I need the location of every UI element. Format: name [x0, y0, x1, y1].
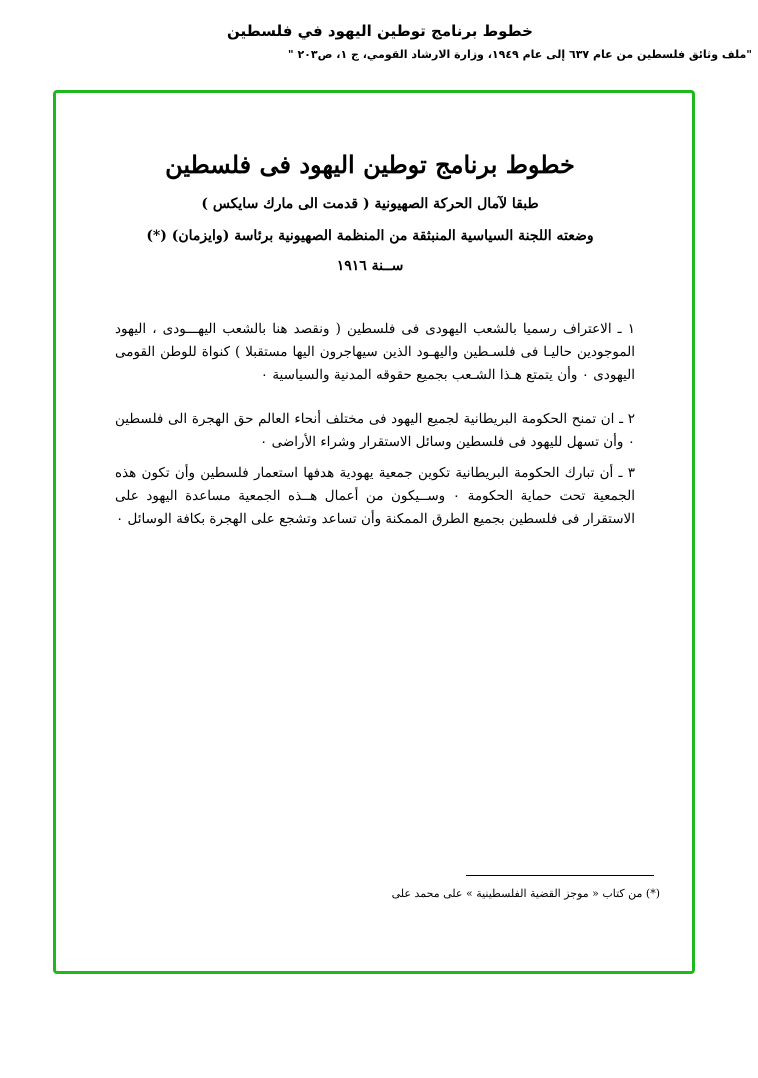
document-year: ســنة ١٩١٦ [336, 258, 404, 274]
page-header-title: خطوط برنامج توطين اليهود في فلسطين [227, 22, 533, 40]
paragraph-2: ٢ ـ ان تمنح الحكومة البريطانية لجميع اليهود فى مختلف أنحاء العالم حق الهجرة الى فلسطين ٠ وأن تسهل لليهود فى فلسطين وسائل الاستقرار وشراء الأراضى ٠ [115, 411, 635, 450]
footnote: (*) من كتاب « موجز القضية الفلسطينية » على محمد على [391, 887, 660, 900]
document-title: خطوط برنامج توطين اليهود فى فلسطين [165, 150, 575, 179]
paragraph-1: ١ ـ الاعتراف رسميا بالشعب اليهودى فى فلسطين ( ونقصد هنا بالشعب اليهـــودى ، اليهود الموجودين حاليـا فى فلسـطين واليهـود الذين سيهاجرون اليها مستقبلا ) كنواة للوطن القومى اليهودى ٠ وأن يتمتع هـذا الشـعب بجميع حقوقه المدنية والسياسية ٠ [115, 321, 635, 383]
document-subtitle: طبقا لآمال الحركة الصهيونية ( قدمت الى مارك سايكس ) [201, 196, 539, 212]
document-author-line: وضعته اللجنة السياسية المنبثقة من المنظمة الصهيونية برئاسة (وايزمان) (*) [146, 228, 594, 244]
source-citation: "ملف وثائق فلسطين من عام ٦٣٧ إلى عام ١٩٤٩، وزارة الارشاد القومي، ج ١، ص٢٠٣ " [287, 48, 752, 61]
footnote-divider [466, 875, 654, 876]
document-frame [53, 90, 695, 974]
paragraph-3: ٣ ـ أن تبارك الحكومة البريطانية تكوين جمعية يهودية هدفها استعمار فلسطين وأن تكون هذه الجمعية تحت حماية الحكومة ٠ وســيكون من أعمال هــذه الجمعية مساعدة اليهود على الاستقرار فى فلسطين بجميع الطرق الممكنة وأن تساعد وتشجع على الهجرة بكافة الوسائل ٠ [115, 465, 635, 527]
